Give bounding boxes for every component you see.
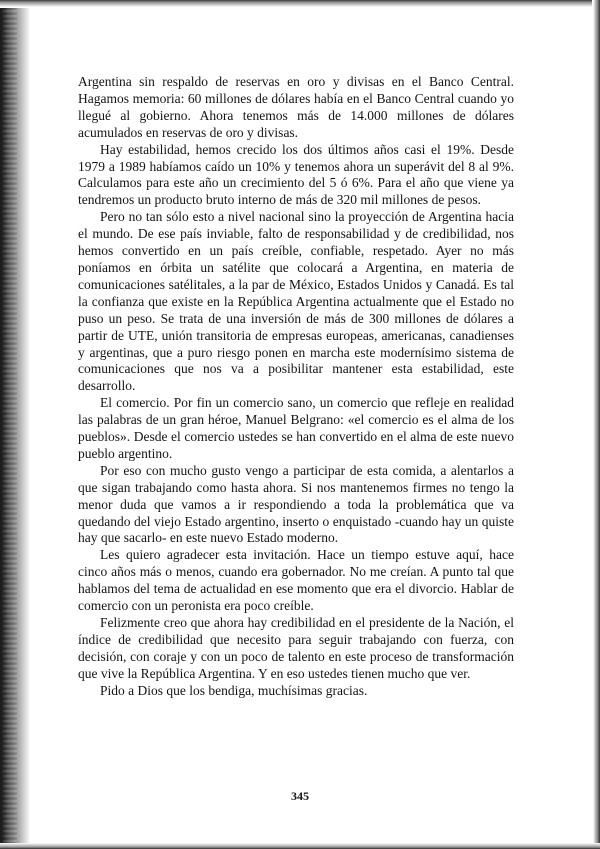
paragraph: Felizmente creo que ahora hay credibilidad en el presidente de la Nación, el índice de credibilidad que necesito para seguir trabajando con fuerza, con decisión, con coraje y con un poco de talento en este proceso de transformación que vive la República Argentina. Y en eso ustedes tienen mucho que ver. [78, 615, 514, 681]
paragraph: El comercio. Por fin un comercio sano, un comercio que refleje en realidad las palabras de un gran héroe, Manuel Belgrano: «el comercio es el alma de los pueblos». Desde el comercio ustedes se han convertido en el alma de este nuevo pueblo argentino. [78, 395, 514, 461]
paragraph: Pero no tan sólo esto a nivel nacional sino la proyección de Argentina hacia el mundo. De ese país inviable, falto de responsabilidad y de credibilidad, nos hemos convertido en un país creíble, confiable, respetado. Ayer no más poníamos en órbita un satélite que colocará a Argentina, en materia de comunicaciones satélitales, a la par de México, Estados Unidos y Canadá. Es tal la confianza que existe en la República Argentina actualmente que el Estado no puso un peso. Se trata de una inversión de más de 300 millones de dólares a partir de UTE, unión transitoria de empresas europeas, americanas, canadienses y argentinas, que a puro riesgo ponen en marcha este modernísimo sistema de comunicaciones que nos va a posibilitar mantener esta estabilidad, este desarrollo. [78, 209, 514, 394]
paragraph: Argentina sin respaldo de reservas en oro y divisas en el Banco Central. Hagamos memoria: 60 millones de dólares había en el Banco Central cuando yo llegué al gobierno. Ahora tenemos más de 14.000 millones de dólares acumulados en reservas de oro y divisas. [78, 74, 514, 140]
paragraph: Por eso con mucho gusto vengo a participar de esta comida, a alentarlos a que sigan trabajando como hasta ahora. Si nos mantenemos firmes no tengo la menor duda que vamos a ir respondiendo a toda la problemática que va quedando del viejo Estado argentino, inserto o enquistado -cuando hay un quiste hay que sacarlo- en este nuevo Estado moderno. [78, 462, 514, 546]
scan-top-edge [0, 0, 600, 8]
scan-bottom-edge [0, 843, 600, 849]
scan-right-edge [592, 0, 600, 849]
paragraph: Les quiero agradecer esta invitación. Hace un tiempo estuve aquí, hace cinco años más o menos, cuando era gobernador. No me creían. A punto tal que hablamos del tema de actualidad en ese momento que era el divorcio. Hablar de comercio con un peronista era poco creíble. [78, 547, 514, 614]
paragraph: Pido a Dios que los bendiga, muchísimas gracias. [100, 682, 368, 698]
page-number: 345 [291, 789, 309, 803]
paragraph: Hay estabilidad, hemos crecido los dos últimos años casi el 19%. Desde 1979 a 1989 habíamos caído un 10% y tenemos ahora un superávit del 8 al 9%. Calculamos para este año un crecimiento del 5 ó 6%. Para el año que viene ya tendremos un producto bruto interno de más de 320 mil millones de pesos. [78, 141, 514, 208]
scan-binding-shadow [0, 0, 30, 849]
body-text [78, 74, 514, 700]
